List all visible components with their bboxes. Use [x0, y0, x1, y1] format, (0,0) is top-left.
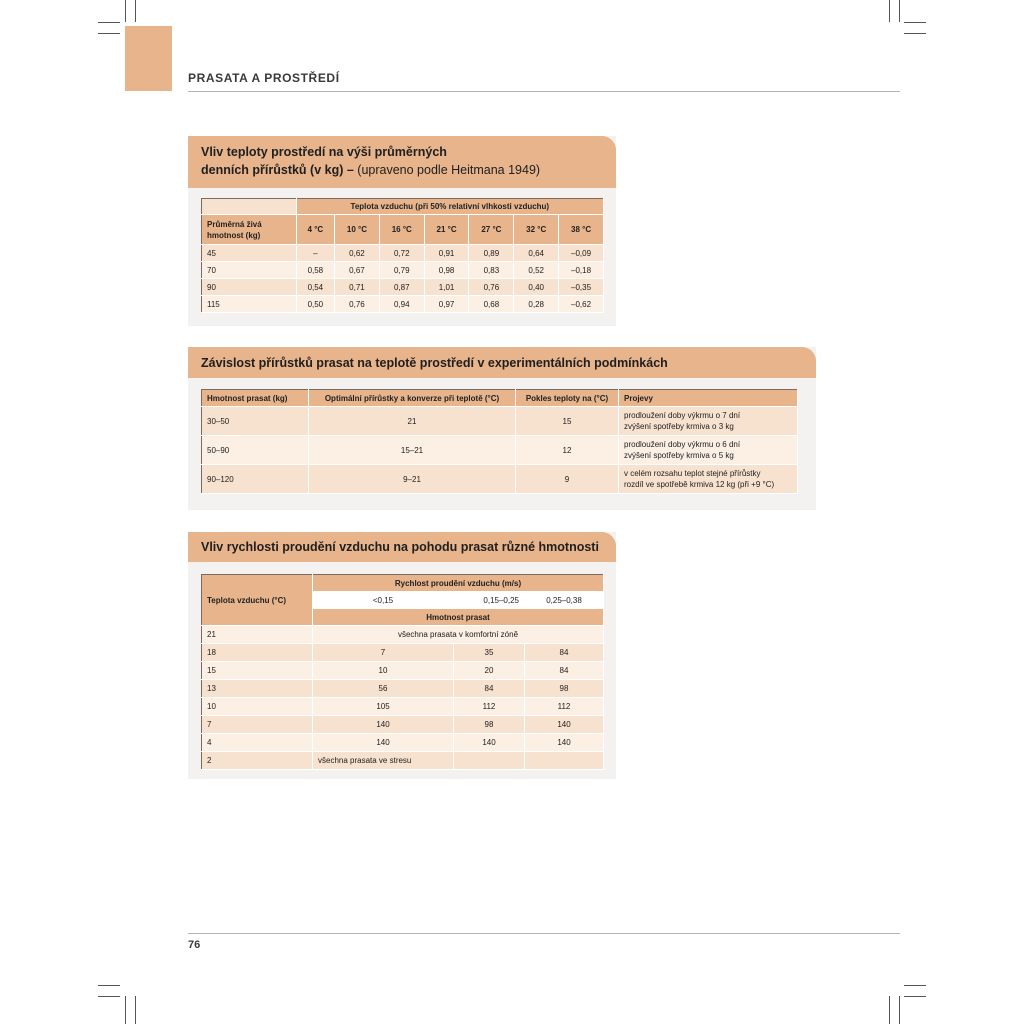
crop-mark: [125, 996, 126, 1024]
table1-cell: 0,68: [469, 296, 514, 313]
table1-row-label: 90: [202, 279, 297, 296]
crop-mark: [135, 996, 136, 1024]
table1-title-line1: Vliv teploty prostředí na výši průměrných: [201, 145, 447, 159]
crop-mark: [125, 0, 126, 22]
table2-col-header: Projevy: [619, 390, 798, 407]
table1-cell: 0,94: [379, 296, 424, 313]
table-row: [202, 436, 798, 465]
table-row: [202, 245, 604, 262]
table1-col-header: 4 °C: [296, 215, 334, 245]
table3-cell: 140: [525, 716, 604, 734]
table1-cell: 0,72: [379, 245, 424, 262]
table2-col-header: Optimální přírůstky a konverze při teplotě (°C): [309, 390, 516, 407]
running-title: PRASATA A PROSTŘEDÍ: [188, 71, 340, 85]
table1-row-label: 115: [202, 296, 297, 313]
table1-cell: 0,79: [379, 262, 424, 279]
crop-mark: [135, 0, 136, 22]
table-row: [202, 296, 604, 313]
crop-mark: [98, 985, 120, 986]
table2-effect-line: v celém rozsahu teplot stejné přírůstky: [624, 469, 761, 478]
table3-row-label: 4: [202, 734, 313, 752]
table2-effect-cell: [619, 436, 798, 465]
table2-grid: [201, 389, 798, 494]
table1-cell: –0,09: [559, 245, 604, 262]
table1-cell: –0,18: [559, 262, 604, 279]
table1-cell: 0,97: [424, 296, 469, 313]
table-row: [202, 644, 604, 662]
table2-effect-line: zvýšení spotřeby krmiva o 5 kg: [624, 451, 734, 460]
table1-box: [188, 136, 616, 326]
table2-optimum-cell: 15–21: [309, 436, 516, 465]
page-number: 76: [188, 939, 201, 951]
table1-title: [201, 143, 540, 179]
table1-cell: 0,87: [379, 279, 424, 296]
table1-cell: 0,89: [469, 245, 514, 262]
crop-mark: [904, 33, 926, 34]
header-rule: [188, 91, 900, 92]
table3-cell: 7: [313, 644, 454, 662]
table1-col-header: 21 °C: [424, 215, 469, 245]
table3-group-header: Rychlost proudění vzduchu (m/s): [313, 575, 604, 592]
table1-cell: 0,98: [424, 262, 469, 279]
table3-grid: [201, 574, 604, 770]
table-row: [202, 680, 604, 698]
crop-mark: [889, 996, 890, 1024]
table2-box: [188, 347, 816, 510]
crop-mark: [98, 33, 120, 34]
table-row: [202, 752, 604, 770]
table1-cell: 1,01: [424, 279, 469, 296]
table1-cell: –0,35: [559, 279, 604, 296]
crop-mark: [889, 0, 890, 22]
table1-cell: 0,50: [296, 296, 334, 313]
table1-cell: 0,62: [335, 245, 380, 262]
table2-effect-line: rozdíl ve spotřebě krmiva 12 kg (při +9 °C): [624, 480, 775, 489]
table1-cell: 0,28: [514, 296, 559, 313]
table3-cell: 140: [313, 734, 454, 752]
table2-title: Závislost přírůstků prasat na teplotě prostředí v experimentálních podmínkách: [201, 356, 668, 370]
table1-cell: 0,67: [335, 262, 380, 279]
table3-cell: 20: [454, 662, 525, 680]
table2-optimum-cell: 9–21: [309, 465, 516, 494]
table2-drop-cell: 12: [516, 436, 619, 465]
table1-cell: –0,62: [559, 296, 604, 313]
table1-title-line2-bold: denních přírůstků (v kg) –: [201, 163, 354, 177]
table3-box: [188, 532, 616, 779]
table3-speed-header: <0,15: [313, 592, 454, 609]
table3-title: Vliv rychlosti proudění vzduchu na pohodu prasat různé hmotnosti: [201, 540, 599, 554]
table3-row-label: 21: [202, 626, 313, 644]
table2-weight-cell: 30–50: [202, 407, 309, 436]
table1-col-header: 27 °C: [469, 215, 514, 245]
table2-drop-cell: 15: [516, 407, 619, 436]
table1-row-header-line2: hmotnost (kg): [207, 230, 261, 240]
table1-row-header-line1: Průměrná živá: [207, 219, 262, 229]
table3-speed-header: 0,15–0,25: [454, 592, 525, 609]
table1-cell: 0,58: [296, 262, 334, 279]
table2-weight-cell: 90–120: [202, 465, 309, 494]
table3-cell: 112: [454, 698, 525, 716]
table1-cell: 0,54: [296, 279, 334, 296]
table1-title-line2-source: (upraveno podle Heitmana 1949): [357, 163, 541, 177]
table1-cell: 0,64: [514, 245, 559, 262]
table3-cell: 84: [525, 662, 604, 680]
table1-col-header: 32 °C: [514, 215, 559, 245]
table3-stress-cell: všechna prasata ve stresu: [313, 752, 454, 770]
table3-cell: 35: [454, 644, 525, 662]
table2-effect-line: prodloužení doby výkrmu o 6 dní: [624, 440, 741, 449]
table1-cell: 0,76: [469, 279, 514, 296]
table1-cell: 0,71: [335, 279, 380, 296]
crop-mark: [98, 996, 120, 997]
table1-row-header: [202, 215, 297, 245]
table3-cell: 10: [313, 662, 454, 680]
table2-effect-cell: [619, 407, 798, 436]
table3-row-header: Teplota vzduchu (°C): [202, 575, 313, 626]
table3-row-label: 7: [202, 716, 313, 734]
table-row: [202, 698, 604, 716]
table2-effect-line: zvýšení spotřeby krmiva o 3 kg: [624, 422, 734, 431]
table3-cell: 98: [454, 716, 525, 734]
table3-cell: 140: [313, 716, 454, 734]
table-row: [202, 716, 604, 734]
table3-row-label: 13: [202, 680, 313, 698]
table3-cell: 84: [525, 644, 604, 662]
table2-effect-cell: [619, 465, 798, 494]
table3-cell: 98: [525, 680, 604, 698]
table1-cell: 0,52: [514, 262, 559, 279]
table1-corner: [202, 199, 297, 215]
table1-col-header: 38 °C: [559, 215, 604, 245]
table3-row-label: 15: [202, 662, 313, 680]
chapter-color-block: [125, 26, 172, 91]
table1-col-header: 10 °C: [335, 215, 380, 245]
table2-col-header: Hmotnost prasat (kg): [202, 390, 309, 407]
table3-cell: 140: [454, 734, 525, 752]
table-row: [202, 407, 798, 436]
table3-cell: 56: [313, 680, 454, 698]
table-row: [202, 662, 604, 680]
table-row: [202, 262, 604, 279]
table2-drop-cell: 9: [516, 465, 619, 494]
table1-row-label: 45: [202, 245, 297, 262]
table-row: [202, 465, 798, 494]
table3-cell: 140: [525, 734, 604, 752]
table3-comfort-cell: všechna prasata v komfortní zóně: [313, 626, 604, 644]
table3-cell: 112: [525, 698, 604, 716]
table1-row-label: 70: [202, 262, 297, 279]
table2-optimum-cell: 21: [309, 407, 516, 436]
crop-mark: [98, 22, 120, 23]
crop-mark: [899, 0, 900, 22]
table3-empty-cell: [454, 752, 525, 770]
table2-weight-cell: 50–90: [202, 436, 309, 465]
table-row: [202, 734, 604, 752]
table3-empty-cell: [525, 752, 604, 770]
table3-cell: 84: [454, 680, 525, 698]
table3-sub-header: Hmotnost prasat: [313, 609, 604, 626]
table3-cell: 105: [313, 698, 454, 716]
crop-mark: [904, 985, 926, 986]
table1-cell: 0,40: [514, 279, 559, 296]
table3-row-label: 2: [202, 752, 313, 770]
crop-mark: [904, 996, 926, 997]
table1-cell: 0,76: [335, 296, 380, 313]
table3-row-label: 18: [202, 644, 313, 662]
table1-cell: 0,91: [424, 245, 469, 262]
table1-grid: [201, 198, 604, 313]
table1-cell: 0,83: [469, 262, 514, 279]
crop-mark: [899, 996, 900, 1024]
table2-col-header: Pokles teploty na (°C): [516, 390, 619, 407]
table1-group-header: Teplota vzduchu (při 50% relativní vlhkosti vzduchu): [296, 199, 603, 215]
table3-speed-header: 0,25–0,38: [525, 592, 604, 609]
table1-cell: –: [296, 245, 334, 262]
table1-col-header: 16 °C: [379, 215, 424, 245]
table2-effect-line: prodloužení doby výkrmu o 7 dní: [624, 411, 741, 420]
table3-row-label: 10: [202, 698, 313, 716]
table-row: [202, 279, 604, 296]
table-row: [202, 626, 604, 644]
crop-mark: [904, 22, 926, 23]
footer-rule: [188, 933, 900, 934]
